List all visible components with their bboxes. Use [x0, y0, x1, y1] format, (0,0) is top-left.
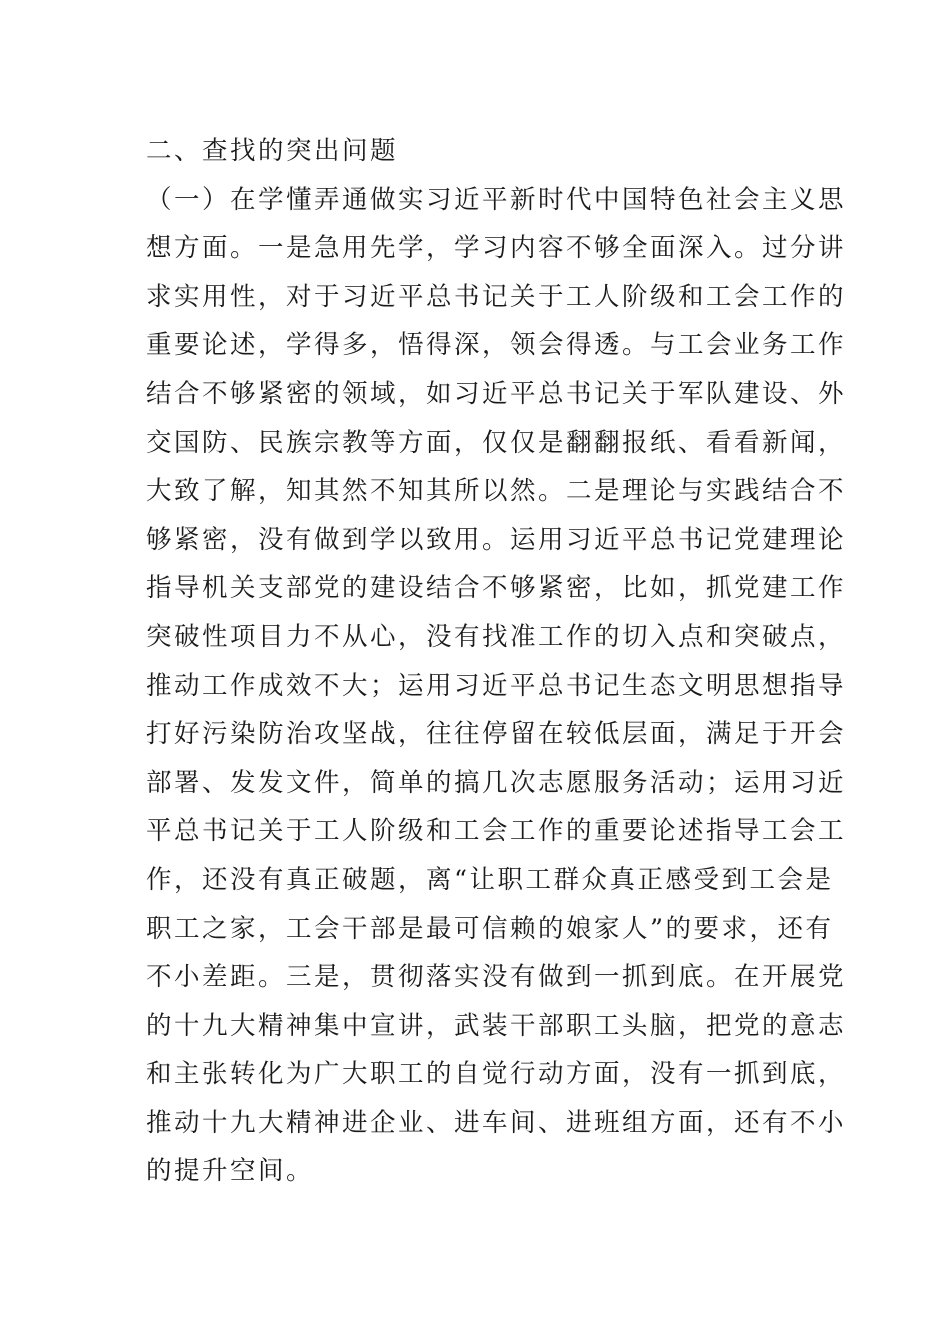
paragraph-line: 想方面。一是急用先学，学习内容不够全面深入。过分讲	[146, 233, 847, 264]
paragraph-line: 打好污染防治攻坚战，往往停留在较低层面，满足于开会	[146, 719, 847, 750]
paragraph-line: 的十九大精神集中宣讲，武装干部职工头脑，把党的意志	[146, 1010, 847, 1041]
paragraph-line: 的提升空间。	[146, 1156, 315, 1187]
section-heading: 二、查找的突出问题	[146, 136, 399, 166]
paragraph-line: 推动工作成效不大；运用习近平总书记生态文明思想指导	[146, 670, 847, 701]
paragraph-line: 推动十九大精神进企业、进车间、进班组方面，还有不小	[146, 1107, 847, 1138]
paragraph-line: 指导机关支部党的建设结合不够紧密，比如，抓党建工作	[146, 573, 847, 604]
paragraph-line: （一）在学懂弄通做实习近平新时代中国特色社会主义思	[146, 184, 847, 215]
paragraph-line: 平总书记关于工人阶级和工会工作的重要论述指导工会工	[146, 816, 847, 847]
paragraph-line: 交国防、民族宗教等方面，仅仅是翻翻报纸、看看新闻，	[146, 427, 847, 458]
paragraph-line: 部署、发发文件，简单的搞几次志愿服务活动；运用习近	[146, 767, 847, 798]
paragraph-line: 大致了解，知其然不知其所以然。二是理论与实践结合不	[146, 476, 847, 507]
paragraph-line: 够紧密，没有做到学以致用。运用习近平总书记党建理论	[146, 524, 847, 555]
paragraph-line: 结合不够紧密的领域，如习近平总书记关于军队建设、外	[146, 378, 847, 409]
paragraph-line: 突破性项目力不从心，没有找准工作的切入点和突破点，	[146, 621, 847, 652]
paragraph-line: 作，还没有真正破题，离“让职工群众真正感受到工会是	[146, 864, 834, 895]
paragraph-line: 求实用性，对于习近平总书记关于工人阶级和工会工作的	[146, 281, 847, 312]
paragraph-line: 职工之家，工会干部是最可信赖的娘家人”的要求，还有	[146, 913, 834, 944]
document-body	[146, 127, 847, 1196]
paragraph-line: 和主张转化为广大职工的自觉行动方面，没有一抓到底，	[146, 1059, 847, 1090]
paragraph-line: 不小差距。三是，贯彻落实没有做到一抓到底。在开展党	[146, 962, 847, 993]
paragraph-line: 重要论述，学得多，悟得深，领会得透。与工会业务工作	[146, 330, 847, 361]
